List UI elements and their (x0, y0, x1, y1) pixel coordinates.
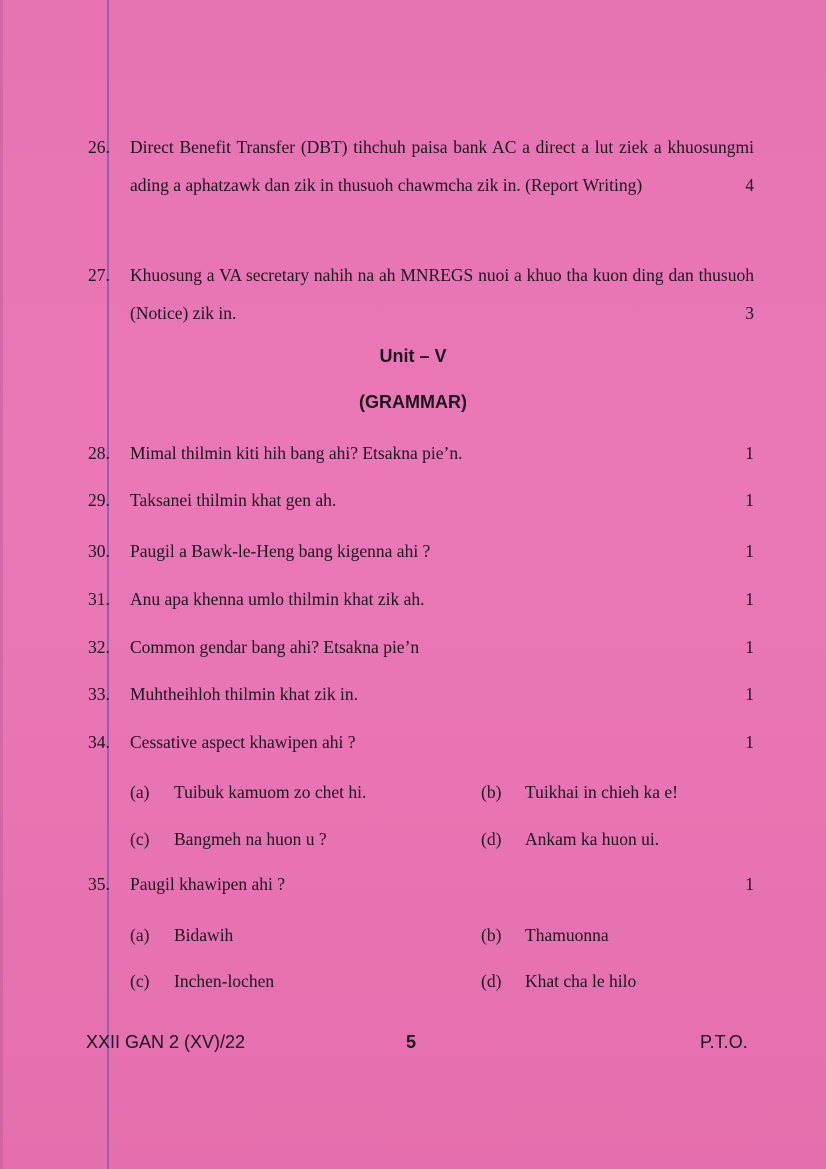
question-28 (88, 434, 754, 472)
question-27 (88, 256, 754, 332)
question-marks: 1 (745, 732, 754, 752)
question-number: 32. (88, 637, 110, 657)
option-35a: (a) Bidawih (130, 925, 234, 945)
option-34a: (a) Tuibuk kamuom zo chet hi. (130, 782, 367, 802)
option-35d: (d) Khat cha le hilo (481, 971, 637, 991)
question-marks: 1 (745, 541, 754, 561)
unit-heading: Unit – V (379, 346, 447, 366)
option-34d: (d) Ankam ka huon ui. (481, 829, 660, 849)
question-number: 28. (88, 443, 110, 463)
question-text: Common gendar bang ahi? Etsakna pie’n (130, 637, 420, 657)
option-34c: (c) Bangmeh na huon u ? (130, 829, 327, 849)
question-text: Anu apa khenna umlo thilmin khat zik ah. (130, 589, 425, 609)
question-text: Direct Benefit Transfer (DBT) tihchuh paisa bank AC a direct a lut ziek a khuosungmi ading a aphatzawk dan zik in thusuoh chawmcha zik in. (Report Writing) 4 (130, 128, 754, 204)
question-number: 33. (88, 684, 110, 704)
question-29 (88, 481, 754, 519)
question-number: 26. (88, 137, 110, 157)
question-marks: 1 (745, 443, 754, 463)
option-35b: (b) Thamuonna (481, 925, 609, 945)
question-31 (88, 580, 754, 618)
question-number: 34. (88, 732, 110, 752)
question-number: 29. (88, 490, 110, 510)
question-marks: 3 (745, 303, 754, 323)
question-number: 35. (88, 874, 110, 894)
question-text: Taksanei thilmin khat gen ah. (130, 490, 337, 510)
question-text: Mimal thilmin kiti hih bang ahi? Etsakna pie’n. (130, 443, 463, 463)
question-text: Muhtheihloh thilmin khat zik in. (130, 684, 358, 704)
question-marks: 1 (745, 874, 754, 894)
question-number: 31. (88, 589, 110, 609)
footer-code: XXII GAN 2 (XV)/22 (86, 1032, 246, 1052)
option-34b: (b) Tuikhai in chieh ka e! (481, 782, 678, 802)
question-number: 27. (88, 265, 110, 285)
question-marks: 1 (745, 684, 754, 704)
option-35c: (c) Inchen-lochen (130, 971, 275, 991)
question-35 (88, 865, 754, 903)
question-marks: 4 (745, 175, 754, 195)
question-30 (88, 532, 754, 570)
question-text: Paugil khawipen ahi ? (130, 874, 286, 894)
question-34 (88, 723, 754, 761)
footer-pto: P.T.O. (700, 1032, 748, 1052)
question-text: Khuosung a VA secretary nahih na ah MNREGS nuoi a khuo tha kuon ding dan thusuoh (Notice) zik in. 3 (130, 256, 754, 332)
page-edge-line (0, 0, 3, 1169)
question-marks: 1 (745, 637, 754, 657)
section-heading: (GRAMMAR) (359, 392, 467, 412)
question-number: 30. (88, 541, 110, 561)
question-33 (88, 675, 754, 713)
question-marks: 1 (745, 490, 754, 510)
footer-page-number: 5 (406, 1032, 417, 1052)
question-26 (88, 128, 754, 204)
question-text: Paugil a Bawk-le-Heng bang kigenna ahi ? (130, 541, 431, 561)
question-marks: 1 (745, 589, 754, 609)
question-text: Cessative aspect khawipen ahi ? (130, 732, 356, 752)
question-32 (88, 628, 754, 666)
